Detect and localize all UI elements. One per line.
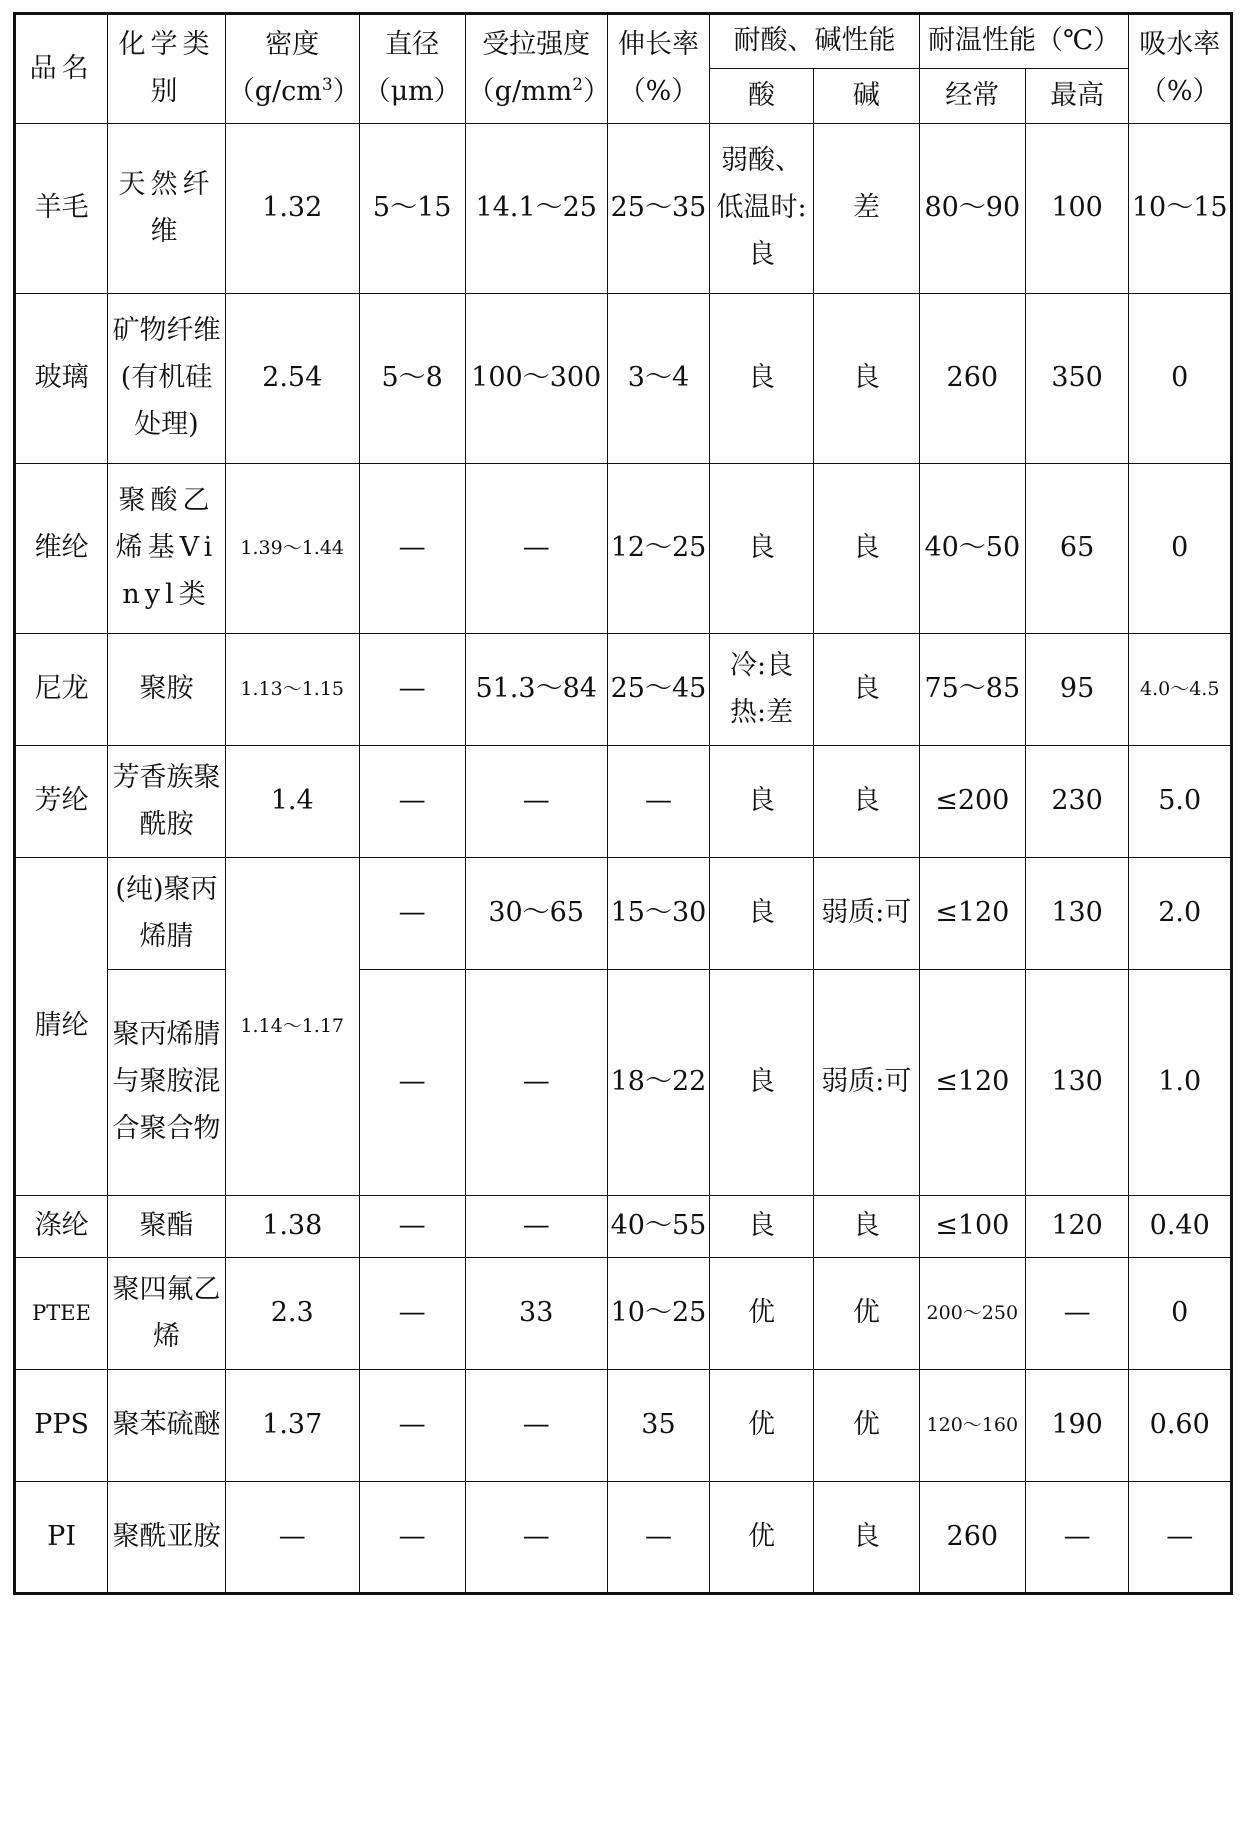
header-elongation-label: 伸长率	[617, 29, 699, 61]
table-row	[15, 1258, 1232, 1370]
table-row	[15, 634, 1232, 746]
cell-absorption: 0	[1129, 1258, 1232, 1370]
cell-diameter: —	[359, 970, 465, 1196]
cell-absorption: 0	[1129, 464, 1232, 634]
fiber-properties-page	[13, 12, 1233, 1595]
table-row	[15, 1370, 1232, 1482]
cell-diameter: —	[359, 634, 465, 746]
cell-tensile: —	[465, 970, 607, 1196]
cell-alkali: 弱质:可	[813, 970, 919, 1196]
fiber-properties-table	[13, 12, 1233, 1595]
cell-temp-max: 95	[1025, 634, 1129, 746]
cell-alkali: 优	[813, 1370, 919, 1482]
cell-name: PI	[15, 1482, 108, 1594]
header-density	[225, 14, 359, 124]
cell-alkali: 良	[813, 294, 919, 464]
cell-density: 1.13～1.15	[225, 634, 359, 746]
header-temperature: 耐温性能（℃）	[919, 14, 1129, 69]
cell-alkali: 弱质:可	[813, 858, 919, 970]
cell-temp-regular: ≤120	[919, 970, 1025, 1196]
cell-category: 聚酯	[108, 1196, 226, 1258]
cell-acid: 良	[710, 858, 814, 970]
cell-acid: 良	[710, 1196, 814, 1258]
header-temp-max: 最高	[1025, 69, 1129, 124]
header-tensile-unit-post: ）	[583, 76, 611, 107]
cell-category: 天然纤维	[108, 124, 226, 294]
cell-elongation: 35	[607, 1370, 709, 1482]
cell-name: PPS	[15, 1370, 108, 1482]
cell-absorption: 10～15	[1129, 124, 1232, 294]
cell-tensile: —	[465, 746, 607, 858]
cell-category: 聚四氟乙烯	[108, 1258, 226, 1370]
cell-temp-regular: ≤200	[919, 746, 1025, 858]
header-density-unit-sup: 3	[321, 75, 333, 95]
header-elongation	[607, 14, 709, 124]
header-density-unit	[227, 69, 360, 116]
cell-temp-max: 130	[1025, 970, 1129, 1196]
cell-name: 玻璃	[15, 294, 108, 464]
table-row	[15, 746, 1232, 858]
cell-elongation: 18～22	[607, 970, 709, 1196]
table-row	[15, 124, 1232, 294]
cell-category: 聚苯硫醚	[108, 1370, 226, 1482]
cell-diameter: —	[359, 1370, 465, 1482]
cell-density: 2.54	[225, 294, 359, 464]
cell-elongation: —	[607, 1482, 709, 1594]
cell-acid: 优	[710, 1482, 814, 1594]
cell-density: 1.38	[225, 1196, 359, 1258]
cell-category: 矿物纤维(有机硅处理)	[108, 294, 226, 464]
table-row	[15, 464, 1232, 634]
cell-temp-max: 100	[1025, 124, 1129, 294]
cell-absorption: 1.0	[1129, 970, 1232, 1196]
cell-acid: 良	[710, 294, 814, 464]
cell-acid: 良	[710, 746, 814, 858]
cell-diameter: —	[359, 858, 465, 970]
cell-name: 羊毛	[15, 124, 108, 294]
header-density-unit-post: ）	[332, 76, 360, 107]
header-acid-alkali: 耐酸、碱性能	[710, 14, 920, 69]
cell-temp-regular: ≤120	[919, 858, 1025, 970]
cell-temp-max: 130	[1025, 858, 1129, 970]
header-density-label: 密度	[265, 29, 320, 61]
cell-density: 1.32	[225, 124, 359, 294]
cell-absorption: 2.0	[1129, 858, 1232, 970]
cell-temp-max: 350	[1025, 294, 1129, 464]
cell-temp-max: —	[1025, 1482, 1129, 1594]
header-row-top	[15, 14, 1232, 69]
header-category: 化学类别	[108, 14, 226, 124]
cell-diameter: —	[359, 1196, 465, 1258]
cell-diameter: —	[359, 1482, 465, 1594]
cell-category: 聚丙烯腈与聚胺混合聚合物	[108, 970, 226, 1196]
cell-diameter: —	[359, 1258, 465, 1370]
cell-elongation: —	[607, 746, 709, 858]
header-absorption	[1129, 14, 1232, 124]
cell-acid: 优	[710, 1258, 814, 1370]
cell-name: 涤纶	[15, 1196, 108, 1258]
table-row	[15, 858, 1232, 970]
header-name: 品名	[15, 14, 108, 124]
cell-tensile: 100～300	[465, 294, 607, 464]
cell-elongation: 25～45	[607, 634, 709, 746]
cell-category: 聚胺	[108, 634, 226, 746]
cell-name: 芳纶	[15, 746, 108, 858]
cell-absorption: 0.40	[1129, 1196, 1232, 1258]
cell-tensile: 14.1～25	[465, 124, 607, 294]
cell-absorption: 0	[1129, 294, 1232, 464]
cell-acid: 良	[710, 970, 814, 1196]
cell-absorption: 0.60	[1129, 1370, 1232, 1482]
cell-elongation: 15～30	[607, 858, 709, 970]
cell-absorption: —	[1129, 1482, 1232, 1594]
table-row	[15, 970, 1232, 1196]
cell-temp-max: 230	[1025, 746, 1129, 858]
cell-alkali: 差	[813, 124, 919, 294]
cell-category: 聚酸乙烯基Vinyl类	[108, 464, 226, 634]
cell-name: 尼龙	[15, 634, 108, 746]
cell-acid: 良	[710, 464, 814, 634]
cell-alkali: 优	[813, 1258, 919, 1370]
header-tensile-unit	[467, 69, 611, 116]
cell-temp-max: 65	[1025, 464, 1129, 634]
cell-elongation: 40～55	[607, 1196, 709, 1258]
cell-density: —	[225, 1482, 359, 1594]
cell-density: 2.3	[225, 1258, 359, 1370]
cell-alkali: 良	[813, 464, 919, 634]
cell-alkali: 良	[813, 1482, 919, 1594]
cell-temp-max: 120	[1025, 1196, 1129, 1258]
cell-elongation: 10～25	[607, 1258, 709, 1370]
cell-absorption: 5.0	[1129, 746, 1232, 858]
cell-absorption: 4.0～4.5	[1129, 634, 1232, 746]
cell-category: (纯)聚丙烯腈	[108, 858, 226, 970]
cell-alkali: 良	[813, 746, 919, 858]
header-density-unit-pre: （g/cm	[227, 76, 322, 107]
cell-diameter: 5～15	[359, 124, 465, 294]
cell-tensile: 51.3～84	[465, 634, 607, 746]
header-tensile-unit-pre: （g/mm	[467, 76, 573, 107]
cell-density: 1.39～1.44	[225, 464, 359, 634]
cell-alkali: 良	[813, 634, 919, 746]
header-temp-regular: 经常	[919, 69, 1025, 124]
header-tensile	[465, 14, 611, 124]
cell-temp-regular: 260	[919, 294, 1025, 464]
cell-alkali: 良	[813, 1196, 919, 1258]
table-row	[15, 294, 1232, 464]
header-acid: 酸	[710, 69, 814, 124]
cell-temp-regular: 120～160	[919, 1370, 1025, 1482]
cell-acid: 冷:良 热:差	[710, 634, 814, 746]
header-elongation-unit: （%）	[618, 76, 699, 107]
cell-temp-max: —	[1025, 1258, 1129, 1370]
cell-density: 1.4	[225, 746, 359, 858]
header-tensile-label: 受拉强度	[482, 29, 591, 61]
cell-temp-regular: 75～85	[919, 634, 1025, 746]
cell-elongation: 12～25	[607, 464, 709, 634]
cell-name: 腈纶	[15, 858, 108, 1196]
cell-temp-regular: 80～90	[919, 124, 1025, 294]
header-absorption-label: 吸水率	[1139, 29, 1221, 61]
header-tensile-unit-sup: 2	[572, 75, 584, 95]
header-diameter	[359, 14, 465, 124]
cell-tensile: —	[465, 1370, 607, 1482]
cell-tensile: —	[465, 464, 607, 634]
cell-tensile: 30～65	[465, 858, 607, 970]
cell-temp-max: 190	[1025, 1370, 1129, 1482]
table-row	[15, 1482, 1232, 1594]
header-diameter-unit: （μm）	[363, 76, 461, 107]
table-row	[15, 1196, 1232, 1258]
cell-diameter: —	[359, 746, 465, 858]
cell-tensile: —	[465, 1196, 607, 1258]
cell-temp-regular: 40～50	[919, 464, 1025, 634]
cell-category: 聚酰亚胺	[108, 1482, 226, 1594]
cell-acid: 弱酸、低温时:良	[710, 124, 814, 294]
header-absorption-unit: （%）	[1139, 76, 1220, 107]
cell-diameter: 5～8	[359, 294, 465, 464]
cell-name: PTEE	[15, 1258, 108, 1370]
cell-density: 1.37	[225, 1370, 359, 1482]
cell-name: 维纶	[15, 464, 108, 634]
cell-density: 1.14～1.17	[225, 858, 359, 1196]
cell-temp-regular: 200～250	[919, 1258, 1025, 1370]
cell-elongation: 25～35	[607, 124, 709, 294]
cell-tensile: 33	[465, 1258, 607, 1370]
cell-category: 芳香族聚酰胺	[108, 746, 226, 858]
header-diameter-label: 直径	[385, 29, 440, 61]
cell-tensile: —	[465, 1482, 607, 1594]
cell-elongation: 3～4	[607, 294, 709, 464]
cell-temp-regular: ≤100	[919, 1196, 1025, 1258]
cell-temp-regular: 260	[919, 1482, 1025, 1594]
header-alkali: 碱	[813, 69, 919, 124]
cell-acid: 优	[710, 1370, 814, 1482]
cell-diameter: —	[359, 464, 465, 634]
